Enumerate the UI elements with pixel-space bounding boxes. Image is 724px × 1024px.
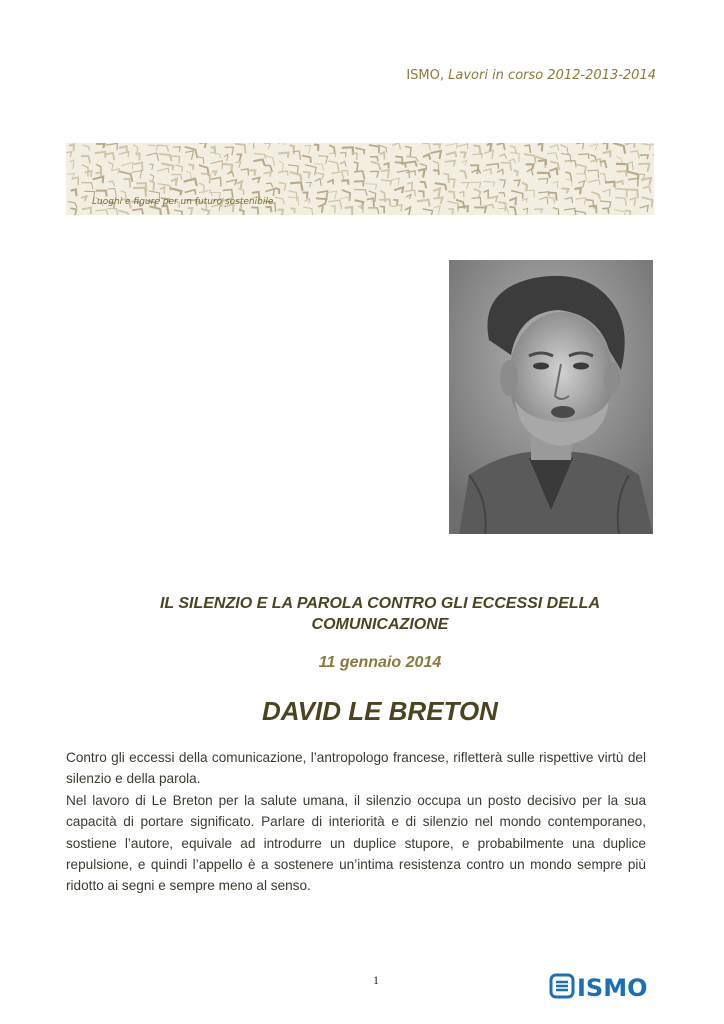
event-date: 11 gennaio 2014 <box>318 654 442 671</box>
article-title <box>60 593 700 635</box>
article-title-line1: IL SILENZIO E LA PAROLA CONTRO GLI ECCESSI DELLA <box>159 595 600 612</box>
article-body <box>66 747 646 897</box>
header-series: Lavori in corso 2012-2013-2014 <box>448 68 656 83</box>
ismo-logo-mark <box>549 972 649 1000</box>
author-portrait <box>449 260 653 534</box>
header-line: ISMO, Lavori in corso 2012-2013-2014 <box>406 68 656 83</box>
article-title-line2: COMUNICAZIONE <box>311 616 449 633</box>
portrait-image <box>449 260 653 534</box>
header-org: ISMO <box>406 68 440 83</box>
ismo-logo-text: ISMO <box>577 974 648 1000</box>
page-number: 1 <box>373 973 379 987</box>
body-paragraph-1: Contro gli eccessi della comunicazione, l’antropologo francese, rifletterà sulle rispettive virtù del silenzio e della parola. <box>66 750 646 787</box>
body-paragraph-2: Nel lavoro di Le Breton per la salute umana, il silenzio occupa un posto decisivo per la sua capacità di portare significato. Parlare di interiorità e di silenzio nel mondo contemporaneo, sostiene l’autore, equivale ad introdurre un duplice stupore, e probabilmente una duplice repulsione, e quindi l’appello è a sostenere un’intima resistenza contro un mondo sempre più ridotto ai segni e sempre meno al senso. <box>66 792 646 894</box>
ismo-logo <box>549 972 649 1000</box>
author-name: DAVID LE BRETON <box>262 696 498 726</box>
banner-caption: Luoghi e figure per un futuro sostenibile <box>92 197 274 207</box>
